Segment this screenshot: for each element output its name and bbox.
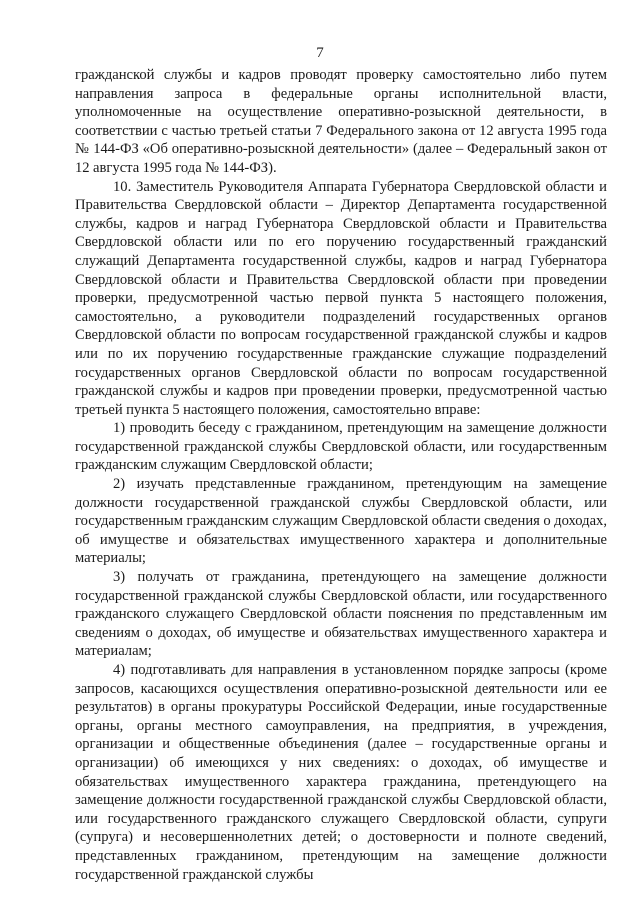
list-item-4: 4) подготавливать для направления в установленном порядке запросы (кроме запросов, касающихся осуществления оперативно-розыскной деятельности или ее результатов) в органы прокуратуры Российской Федерации, иные государственные органы, органы местного самоуправления, на предприятия, в учреждения, организации и общественные объединения (далее – государственные органы и организации) об имеющихся у них сведениях: о доходах, об имуществе и обязательствах имущественного характера гражданина, претендующего на замещение должности государственной гражданской службы Свердловской области, или государственного гражданского служащего Свердловской области, супруги (супруга) и несовершеннолетних детей; о достоверности и полноте сведений, представленных гражданином, претендующим на замещение должности государственной гражданской службы: [75, 662, 607, 883]
page-number: 7: [316, 45, 324, 61]
list-item-3: 3) получать от гражданина, претендующего на замещение должности государственной гражданской службы Свердловской области, или государственного гражданского служащего Свердловской области пояснения по представленным им сведениям о доходах, об имуществе и обязательствах имущественного характера и материалам;: [75, 569, 607, 660]
paragraph-10: 10. Заместитель Руководителя Аппарата Губернатора Свердловской области и Правительства Свердловской области – Директор Департамента государственной службы, кадров и наград Губернатора Свердловской области и Правительства Свердловской области или по его поручению государственный гражданский служащий Департамента государственной службы, кадров и наград Губернатора Свердловской области и Правительства Свердловской области при проведении проверки, предусмотренной частью первой пункта 5 настоящего положения, самостоятельно, а руководители подразделений государственных органов Свердловской области по вопросам государственной гражданской службы и кадров или по их поручению государственные гражданские служащие подразделений государственных органов Свердловской области по вопросам государственной гражданской службы и кадров при проведении проверки, предусмотренной частью третьей пункта 5 настоящего положения, самостоятельно вправе:: [75, 178, 607, 418]
list-item-1: 1) проводить беседу с гражданином, претендующим на замещение должности государственной гражданской службы Свердловской области, или государственным гражданским служащим Свердловской области;: [75, 420, 607, 474]
document-body: [75, 66, 607, 884]
list-item-2: 2) изучать представленные гражданином, претендующим на замещение должности государственной гражданской службы Свердловской области, или государственным гражданским служащим Свердловской области сведения о доходах, об имуществе и обязательствах имущественного характера и дополнительные материалы;: [75, 476, 607, 567]
paragraph-continuation: гражданской службы и кадров проводят проверку самостоятельно либо путем направления запроса в федеральные органы исполнительной власти, уполномоченные на осуществление оперативно-розыскной деятельности, в соответствии с частью третьей статьи 7 Федерального закона от 12 августа 1995 года № 144-ФЗ «Об оперативно-розыскной деятельности» (далее – Федеральный закон от 12 августа 1995 года № 144-ФЗ).: [75, 67, 607, 176]
